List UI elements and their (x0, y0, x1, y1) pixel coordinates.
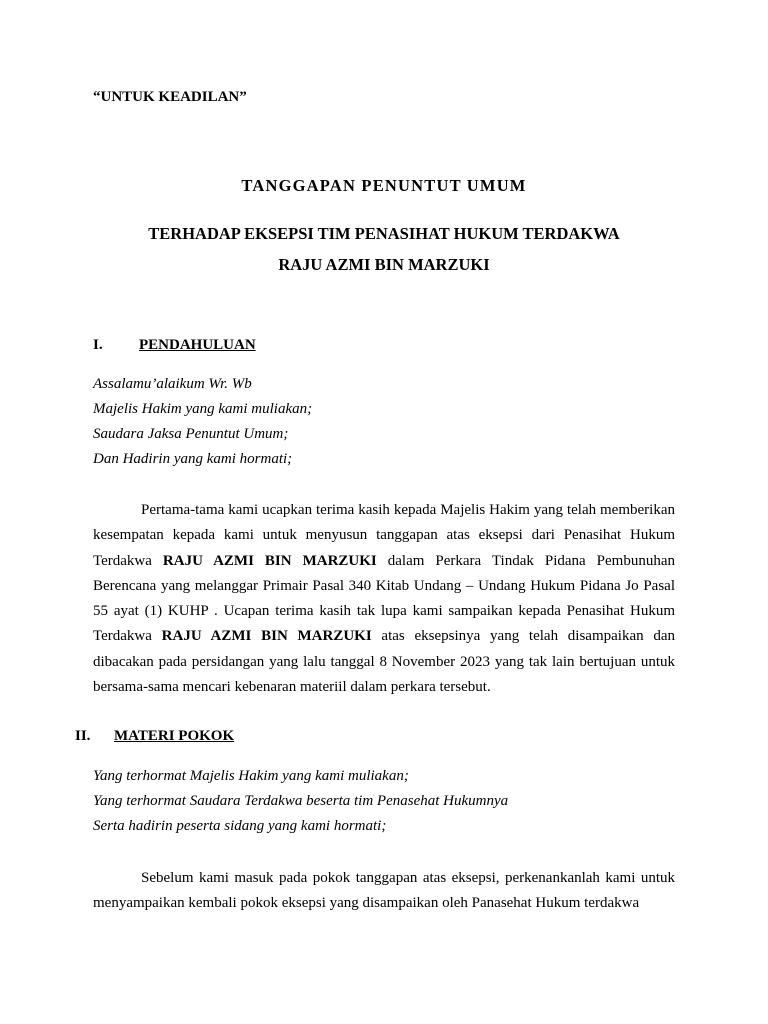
defendant-name: RAJU AZMI BIN MARZUKI (161, 628, 372, 645)
paragraph-text: Pertama-tama kami ucapkan terima kasih kepada Majelis Hakim yang telah memberikan kesempatan kepada kami untuk menyusun tanggapan atas eksepsi dari Penasihat Hukum Terdakwa (93, 502, 675, 569)
motto: “UNTUK KEADILAN” (93, 89, 247, 105)
document-subtitle: TERHADAP EKSEPSI TIM PENASIHAT HUKUM TERDAKWA (148, 224, 620, 243)
greeting-line: Serta hadirin peserta sidang yang kami hormati; (93, 818, 387, 834)
greeting-line: Dan Hadirin yang kami hormati; (93, 451, 293, 467)
greeting-line: Assalamu’alaikum Wr. Wb (93, 376, 252, 392)
defendant-name: RAJU AZMI BIN MARZUKI (162, 552, 377, 569)
section-1-number: I. (93, 337, 103, 353)
document-title: TANGGAPAN PENUNTUT UMUM (241, 176, 527, 195)
materi-paragraph (93, 866, 675, 917)
paragraph-text: atas eksepsinya yang telah disampaikan dan dibacakan pada persidangan yang lalu tanggal 8 November 2023 yang tak lain bertujuan untuk bersama-sama mencari kebenaran materiil dalam perkara tersebut. (93, 628, 676, 696)
defendant-name-heading: RAJU AZMI BIN MARZUKI (278, 255, 490, 274)
greeting-line: Saudara Jaksa Penuntut Umum; (93, 426, 289, 442)
intro-paragraph (93, 498, 675, 700)
greeting-line: Yang terhormat Saudara Terdakwa beserta tim Penasehat Hukumnya (93, 793, 509, 809)
paragraph-text: Sebelum kami masuk pada pokok tanggapan atas eksepsi, perkenankanlah kami untuk menyampaikan kembali pokok eksepsi yang disampaikan oleh Panasehat Hukum terdakwa (93, 870, 675, 912)
section-2-number: II. (75, 728, 91, 744)
section-2-heading: MATERI POKOK (114, 728, 235, 744)
greeting-line: Yang terhormat Majelis Hakim yang kami muliakan; (93, 768, 409, 784)
section-1-heading: PENDAHULUAN (139, 337, 256, 353)
greeting-line: Majelis Hakim yang kami muliakan; (93, 401, 313, 417)
paragraph-text: dalam Perkara Tindak Pidana Pembunuhan Berencana yang melanggar Primair Pasal 340 Kitab Undang – Undang Hukum Pidana Jo Pasal 55 ayat (1) KUHP . Ucapan terima kasih tak lupa kami sampaikan kepada Penasihat Hukum Terdakwa (93, 552, 676, 645)
